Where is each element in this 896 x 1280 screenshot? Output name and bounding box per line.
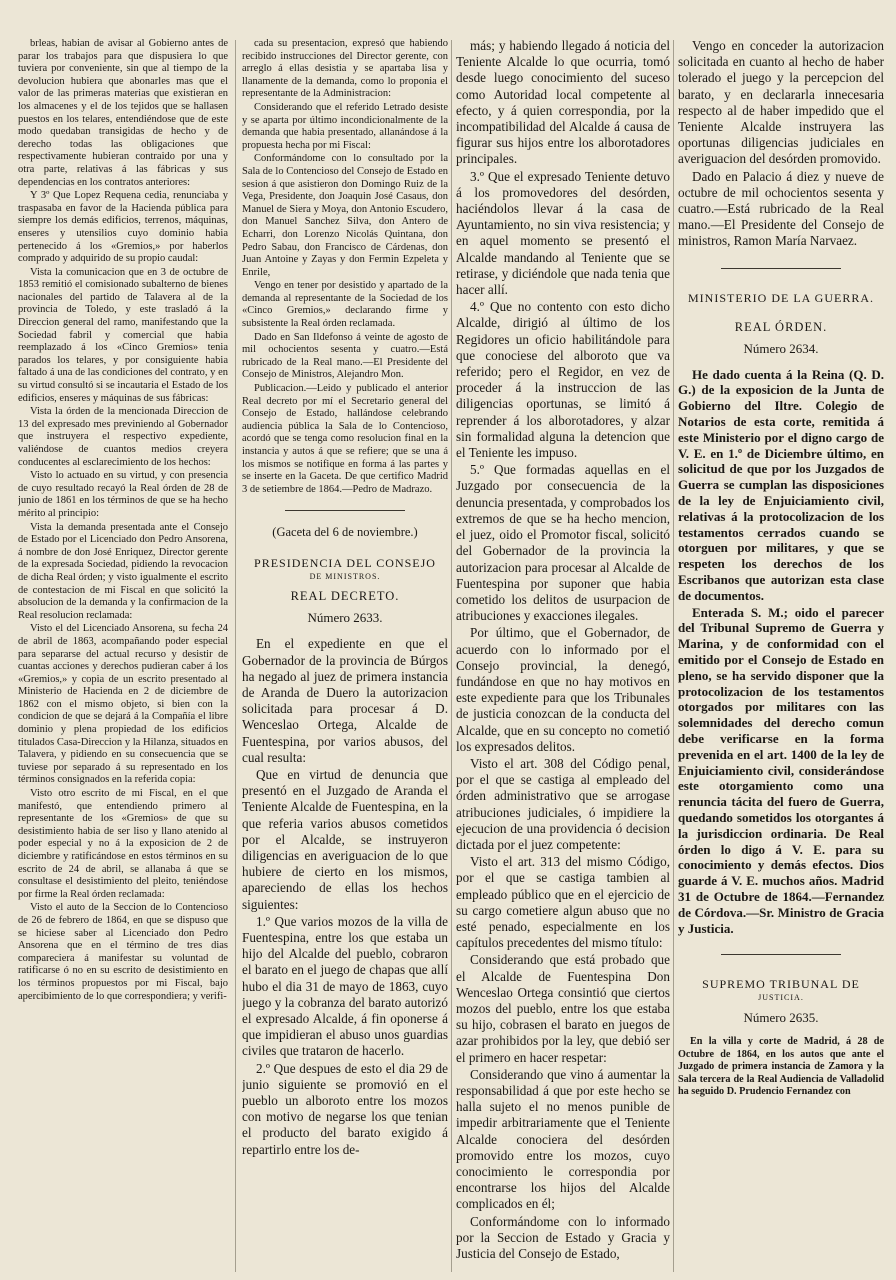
paragraph: Dado en Palacio á diez y nueve de octubre de mil ochocientos sesenta y cuatro.—Está rubricado de la Real mano.—El Presidente del Consejo de ministros, Ramon María Narvaez. [678, 168, 884, 249]
section-title: PRESIDENCIA DEL CONSEJO [254, 556, 436, 571]
section-divider [721, 268, 841, 269]
ruling-number: Número 2635. [743, 1010, 819, 1026]
column-4 [678, 38, 884, 1274]
paragraph: Conformándome con lo informado por la Seccion de Estado y Gracia y Justicia del Consejo de Estado, [456, 1213, 670, 1262]
paragraph: Considerando que vino á aumentar la responsabilidad á que por este hecho se halla sujeto el no menos punible de impedir arbitrariamente que el Teniente Alcalde conociera del desórden promovido entre los mozos, cuyo conocimiento le correspondia por encontrarse los hijos del Alcalde complicados en él; [456, 1066, 670, 1212]
column-rule [235, 40, 236, 1272]
column-rule [451, 40, 452, 1272]
column-3 [456, 38, 670, 1274]
column-2 [242, 38, 448, 1274]
paragraph: Visto el auto de la Seccion de lo Contencioso de 26 de febrero de 1864, en que se dispuso que se hiciese saber al Licenciado don Pedro Ansorena que en el término de tres dias compareciera á manifestar su voluntad de ratificarse ó no en su escrito de desistimiento en los términos propuestos por mi Fiscal, bajo apercibimiento de lo que correspondiera; y verifi- [18, 902, 228, 1002]
paragraph: 4.º Que no contento con esto dicho Alcalde, dirigió al último de los Regidores un oficio habilitándole para que conociese del alboroto que va referido; pero el Regidor, en vez de proceder á la instruccion de las diligencias oportunas, se limitó á reprender á los alborotadores, y alzar sin formalidad alguna la detencion que el Teniente les impuso. [456, 299, 670, 461]
section-subtitle: DE MINISTROS. [309, 572, 381, 582]
paragraph: 2.º Que despues de esto el dia 29 de junio siguiente se promovió en el pueblo un alboroto entre los mozos con motivo de negarse los que tenian el producto del barato exigido á repartirlo entre los de- [242, 1060, 448, 1157]
order-number: Número 2634. [743, 340, 819, 356]
paragraph: Y 3º Que Lopez Requena cedia, renunciaba y traspasaba en favor de la Hacienda pública para siempre los demás edificios, terrenos, máquinas, enseres y utensilios cuyo dominio habia pertenecido á los «Gremios,» por haberlos comprado y adquirido de su propio caudal: [18, 190, 228, 265]
paragraph: Enterada S. M.; oido el parecer del Tribunal Supremo de Guerra y Marina, y de conformidad con el emitido por el Consejo de Estado en pleno, se ha servido disponer que la protocolizacion de los testamentos otorgados por militares con las solemnidades del derecho comun debe verificarse en la forma prevenida en el art. 1400 de la ley de Enjuiciamiento civil, considerándose este otorgamiento como una renuncia tácita del fuero de Guerra, quedando sometidos los otorgantes á la jurisdiccion ordinaria. De Real órden lo digo á V. E. para su conocimiento y demás efectos. Dios guarde á V. E. muchos años. Madrid 31 de Octubre de 1864.—Fernandez de Córdova.—Sr. Ministro de Gracia y Justicia. [678, 604, 884, 936]
paragraph: Considerando que el referido Letrado desiste y se aparta por último incondicionalmente de la demanda que habia presentado, allanándose á la propuesta hecha por mi Fiscal: [242, 101, 448, 151]
decree-heading: REAL DECRETO. [290, 589, 400, 604]
paragraph: Visto otro escrito de mi Fiscal, en el que manifestó, que entendiendo primero al representante de los «Gremios» de que su desistimiento habia de ser liso y llano atenido al poder especial y no á la exposicion de 2 de diciembre y ratificándose en estos términos en su escrito de 24 de abril, se allanaba á que se consultase el desistimiento del pleito, teniéndose por firme la Real órden reclamada: [18, 788, 228, 900]
section-title: MINISTERIO DE LA GUERRA. [688, 290, 874, 305]
paragraph: Vengo en conceder la autorizacion solicitada en cuanto al hecho de haber tolerado el juego y la percepcion del barato, y en declararla innecesaria respecto al de haber impedido que el Teniente Alcalde instruyera las oportunas diligencias judiciales en averiguacion del desórden promovido. [678, 38, 884, 167]
section-title: SUPREMO TRIBUNAL DE [702, 977, 860, 992]
paragraph: Visto el art. 308 del Código penal, por el que se castiga al empleado del órden administrativo que se arrogase atribuciones judiciales, ó impidiere la ejecucion de una providencia ó decision dictada por el juez competente: [456, 755, 670, 852]
paragraph: Visto lo actuado en su virtud, y con presencia de cuyo resultado recayó la Real órden de 28 de junio de 1861 en los términos de que se ha hecho mérito al principio: [18, 470, 228, 519]
paragraph: 3.º Que el expresado Teniente detuvo á los promovedores del desórden, haciéndolos llevar á la casa de Ayuntamiento, no sin viva resistencia; y en aquel momento se presentó el Alcalde mandando al Teniente que se retirase, y diciéndole que nada tenia que hacer allí. [456, 168, 670, 298]
paragraph: Conformándome con lo consultado por la Sala de lo Contencioso del Consejo de Estado en sesion á que asistieron don Domingo Ruiz de la Vega, Presidente, don Joaquin José Casaus, don Manuel de Siera y Moya, don Antonio Escudero, don Manuel Sanchez Silva, don Antero de Echarri, don Lorenzo Nicolás Quintana, don Pedro Sabau, don Francisco de Cárdenas, don Juan Antoine y Zayas y don Fermin Ezpeleta y Enrile, [242, 153, 448, 278]
paragraph: En el expediente en que el Gobernador de la provincia de Búrgos ha negado al juez de primera instancia de Aranda de Duero la autorizacion solicitada para procesar á D. Wenceslao Ortega, Alcalde de Fuentespina, por varios abusos, del cual resulta: [242, 636, 448, 765]
section-divider [285, 510, 405, 511]
paragraph: Vista la órden de la mencionada Direccion de 13 del expresado mes previniendo al Gobernador que instruyera el respectivo expediente, valiéndose de cuantos medios creyera conducentes al esclarecimiento de los hechos: [18, 406, 228, 468]
ruling-body [678, 1036, 884, 1098]
paragraph: Visto el art. 313 del mismo Código, por el que se castiga tambien al empleado público que en el ejercicio de su cargo cometiere algun abuso que no esté penado, especialmente en los capítulos precedentes del mismo título: [456, 854, 670, 951]
paragraph: Por último, que el Gobernador, de acuerdo con lo informado por el Consejo provincial, la denegó, fundándose en que no hay motivos en este expediente para que los Tribunales de justicia conozcan de la conducta del Alcalde, que en su concepto no cometió los expresados delitos. [456, 625, 670, 754]
paragraph: cada su presentacion, expresó que habiendo recibido instrucciones del Director gerente, con arreglo á ellas desistia y se apartaba lisa y llanamente de la demanda, como lo proponia el representante de la Administracion: [242, 38, 448, 100]
paragraph: Considerando que está probado que el Alcalde de Fuentespina Don Wenceslao Ortega consintió que ciertos mozos del pueblo, entre los que estaba su hijo, cobrasen el barato en juegos de azar prohibidos por la ley, que debió ser el primero en hacer respetar: [456, 952, 670, 1065]
paragraph: Que en virtud de denuncia que presentó en el Juzgado de Aranda el Teniente Alcalde de Fuentespina, en la que referia varios abusos cometidos por el Alcalde, se instruyeron diligencias en averiguacion de lo que hubiere de cierto en los mismos, apareciendo de ellas los hechos siguientes: [242, 767, 448, 912]
section-divider [721, 954, 841, 955]
paragraph: Dado en San Ildefonso á veinte de agosto de mil ochocientos sesenta y cuatro.—Está rubricado de la Real mano.—El Presidente del Consejo de Ministros, Alejandro Mon. [242, 331, 448, 381]
decree-ending [678, 38, 884, 250]
paragraph: Vengo en tener por desistido y apartado de la demanda al representante de la Sociedad de los «Cinco Gremios,» declarando firme y subsistente la Real órden reclamada. [242, 280, 448, 330]
paragraph: En la villa y corte de Madrid, á 28 de Octubre de 1864, en los autos que ante el Juzgado de primera instancia de Zamora y la Sala tercera de la Real Audiencia de Valladolid ha seguido D. Prudencio Fernandez con [678, 1036, 884, 1097]
paragraph: Visto el del Licenciado Ansorena, su fecha 24 de abril de 1863, acompañando poder especial para separarse del actual recurso y desistir de cuantas acciones y derechos pudieran caber á los «Gremios,» y copia de un escrito presentado al Ministerio de Hacienda en 2 de diciembre de 1862 con el mismo objeto, si bien con la condicion de que se dejará á la Compañía el libre dominio y plena propiedad de los edificios titulados Casa-Direccion y la Hilanza, situados en Talavera, y pidiendo en su consecuencia que se tuviese por separado á su representado en los términos consignados en la referida copia: [18, 623, 228, 786]
order-heading: REAL ÓRDEN. [734, 319, 828, 334]
paragraph: más; y habiendo llegado á noticia del Teniente Alcalde lo que ocurria, tomó desde luego conocimiento del suceso como Autoridad local competente al efecto, y á quien correspondia, por la incompatibilidad del Alcalde á causa de figurar sus hijos entre los alborotadores principales. [456, 38, 670, 167]
decree-continuation [242, 38, 448, 496]
paragraph: 1.º Que varios mozos de la villa de Fuentespina, entre los que estaba un hijo del Alcalde del pueblo, cobraron el barato en el juego de chapas que allí hubo el dia 31 de mayo de 1863, cuyo juego y la cobranza del barato autorizó el expresado Alcalde, á fin oponerse á que impidieran el abuso unos guardias civiles que trataron de hacerlo. [242, 913, 448, 1059]
decree-body [242, 636, 448, 1158]
paragraph: He dado cuenta á la Reina (Q. D. G.) de la exposicion de la Junta de Gobierno del Iltre. Colegio de Notarios de esta corte, remitida á este Ministerio por el digno cargo de V. E. en 1.º de Diciembre último, en solicitud de que por los Juzgados de Guerra se cumplan las disposiciones de la ley de Enjuiciamiento civil, relativas á la protocolizacion de los testamentos cerrados cuando se otorguen por militares, y que se respeten los derechos de los Escribanos que autorizan esta clase de documentos. [678, 366, 884, 603]
section-subtitle: JUSTICIA. [758, 993, 804, 1003]
order-body [678, 367, 884, 937]
paragraph: 5.º Que formadas aquellas en el Juzgado por consecuencia de la denuncia presentada, y comprobados los extremos de que se ha hecho mencion, el juez, oido el Promotor fiscal, solicitó del Gobernador de la provincia la autorizacion para procesar al Alcalde de Fuentespina por suponer que habia cometido los delitos de usurpacion de atribuciones y exacciones ilegales. [456, 462, 670, 624]
paragraph: Vista la comunicacion que en 3 de octubre de 1853 remitió el comisionado subalterno de bienes nacionales del partido de Talavera al de la provincia de Toledo, y este trasladó á la Direccion general del ramo, manifestando que la Sociedad fabril y comercial que habia reemplazado á los «Cinco Gremios» tenia parados los telares, y por consiguiente habia faltado á una de las condiciones del contrato, y en su virtud consultó si se incautaria el Estado de los edificios, enseres y máquinas de sus fábricas: [18, 266, 228, 404]
paragraph: Publicacion.—Leido y publicado el anterior Real decreto por mí el Secretario general del Consejo de Estado, hallándose celebrando audiencia pública la Sala de lo Contencioso, acordó que se tenga como resolucion final en la instancia y autos á que se refiere; que se una á los mismos se notifique en forma á las partes y se inserte en la Gaceta. De que certifico Madrid 3 de setiembre de 1864.—Pedro de Madrazo. [242, 383, 448, 495]
gaceta-date: (Gaceta del 6 de noviembre.) [272, 525, 418, 540]
decree-number: Número 2633. [307, 610, 383, 626]
column-1 [18, 38, 228, 1274]
paragraph: Vista la demanda presentada ante el Consejo de Estado por el Licenciado don Pedro Ansorena, á nombre de don José Enriquez, Director gerente de la expresada Sociedad, pidiendo la revocacion de dicha Real órden; y visto igualmente el escrito de contestacion de mi Fiscal en que solicitó la absolucion de la demanda y la confirmacion de la Real resolucion reclamada: [18, 521, 228, 621]
paragraph: brleas, habian de avisar al Gobierno antes de parar los trabajos para que dispusiera lo que tuviera por conveniente, sin que al tiempo de la devolucion hubiera que abonarles mas que el valor de las primeras materias que existieran en los almacenes y el de los tejidos que se hallasen puestos en los telares, entendiéndose que de este modo quedaban transigidas de hecho y de derecho todas las obligaciones que respectivamente hubieran contraido por una y otra parte, relativas á las fábricas y sus dependencias en los contratos anteriores: [18, 38, 228, 188]
column-rule [673, 40, 674, 1272]
